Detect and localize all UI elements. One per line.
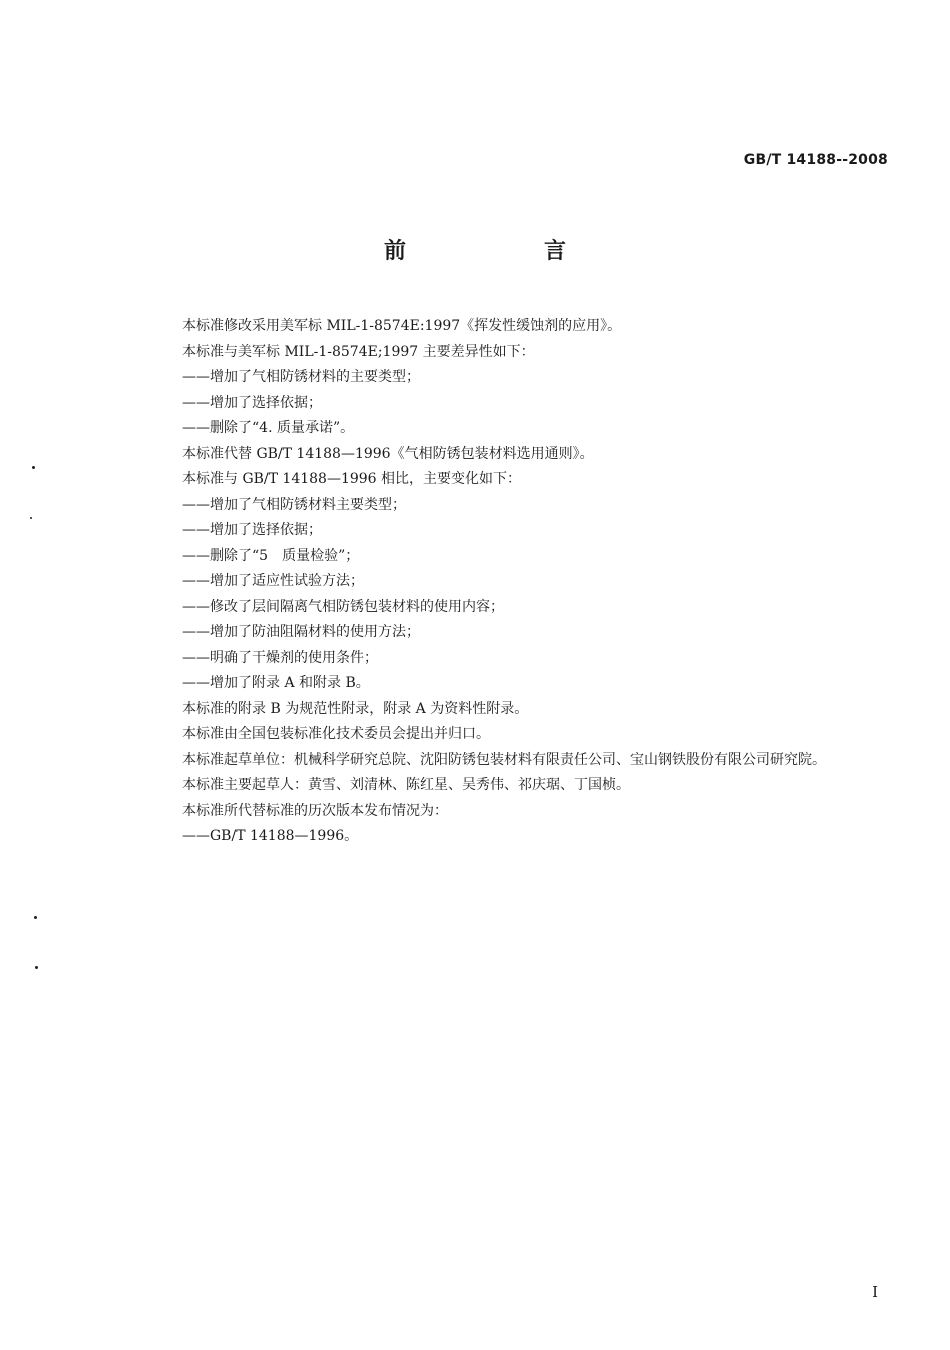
paragraph-appendix-note: 本标准的附录 B 为规范性附录，附录 A 为资料性附录。 <box>182 700 529 717</box>
list-item: ——增加了选择依据； <box>182 394 322 411</box>
scan-speck <box>32 466 35 469</box>
list-item: ——增加了适应性试验方法； <box>182 573 364 589</box>
scan-speck <box>30 517 32 519</box>
list-item: ——增加了附录 A 和附录 B。 <box>182 675 370 691</box>
paragraph-drafting-units: 本标准起草单位：机械科学研究总院、沈阳防锈包装材料有限责任公司、宝山钢铁股份有限公司研究院。 <box>182 751 826 768</box>
list-item: ——明确了干燥剂的使用条件； <box>182 649 378 666</box>
paragraph-replaces: 本标准代替 GB/T 14188—1996《气相防锈包装材料选用通则》。 <box>182 445 594 462</box>
paragraph-proposer: 本标准由全国包装标准化技术委员会提出并归口。 <box>182 726 490 742</box>
standard-code-header: GB/T 14188--2008 <box>743 152 888 168</box>
list-item: ——增加了气相防锈材料的主要类型； <box>182 369 420 385</box>
paragraph-adoption: 本标准修改采用美军标 MIL-1-8574E:1997《挥发性缓蚀剂的应用》。 <box>182 318 622 334</box>
list-item: ——GB/T 14188—1996。 <box>182 828 359 844</box>
paragraph-differences-intro: 本标准与美军标 MIL-1-8574E;1997 主要差异性如下： <box>182 343 535 360</box>
list-item: ——修改了层间隔离气相防锈包装材料的使用内容； <box>182 598 504 615</box>
page-number: I <box>872 1283 878 1301</box>
scan-speck <box>34 916 37 919</box>
body-text <box>150 314 890 850</box>
paragraph-drafters: 本标准主要起草人：黄雪、刘清林、陈红星、吴秀伟、祁庆琚、丁国桢。 <box>182 777 630 793</box>
page-title: 前 言 <box>383 239 624 264</box>
list-item: ——增加了防油阻隔材料的使用方法； <box>182 624 420 640</box>
list-item: ——增加了气相防锈材料主要类型； <box>182 496 406 513</box>
scan-speck <box>35 966 38 969</box>
paragraph-history-intro: 本标准所代替标准的历次版本发布情况为： <box>182 802 448 819</box>
paragraph-changes-intro: 本标准与 GB/T 14188—1996 相比，主要变化如下： <box>182 471 522 487</box>
list-item: ——删除了“4. 质量承诺”。 <box>182 420 355 436</box>
list-item: ——删除了“5 质量检验”； <box>182 547 360 564</box>
list-item: ——增加了选择依据； <box>182 522 322 538</box>
